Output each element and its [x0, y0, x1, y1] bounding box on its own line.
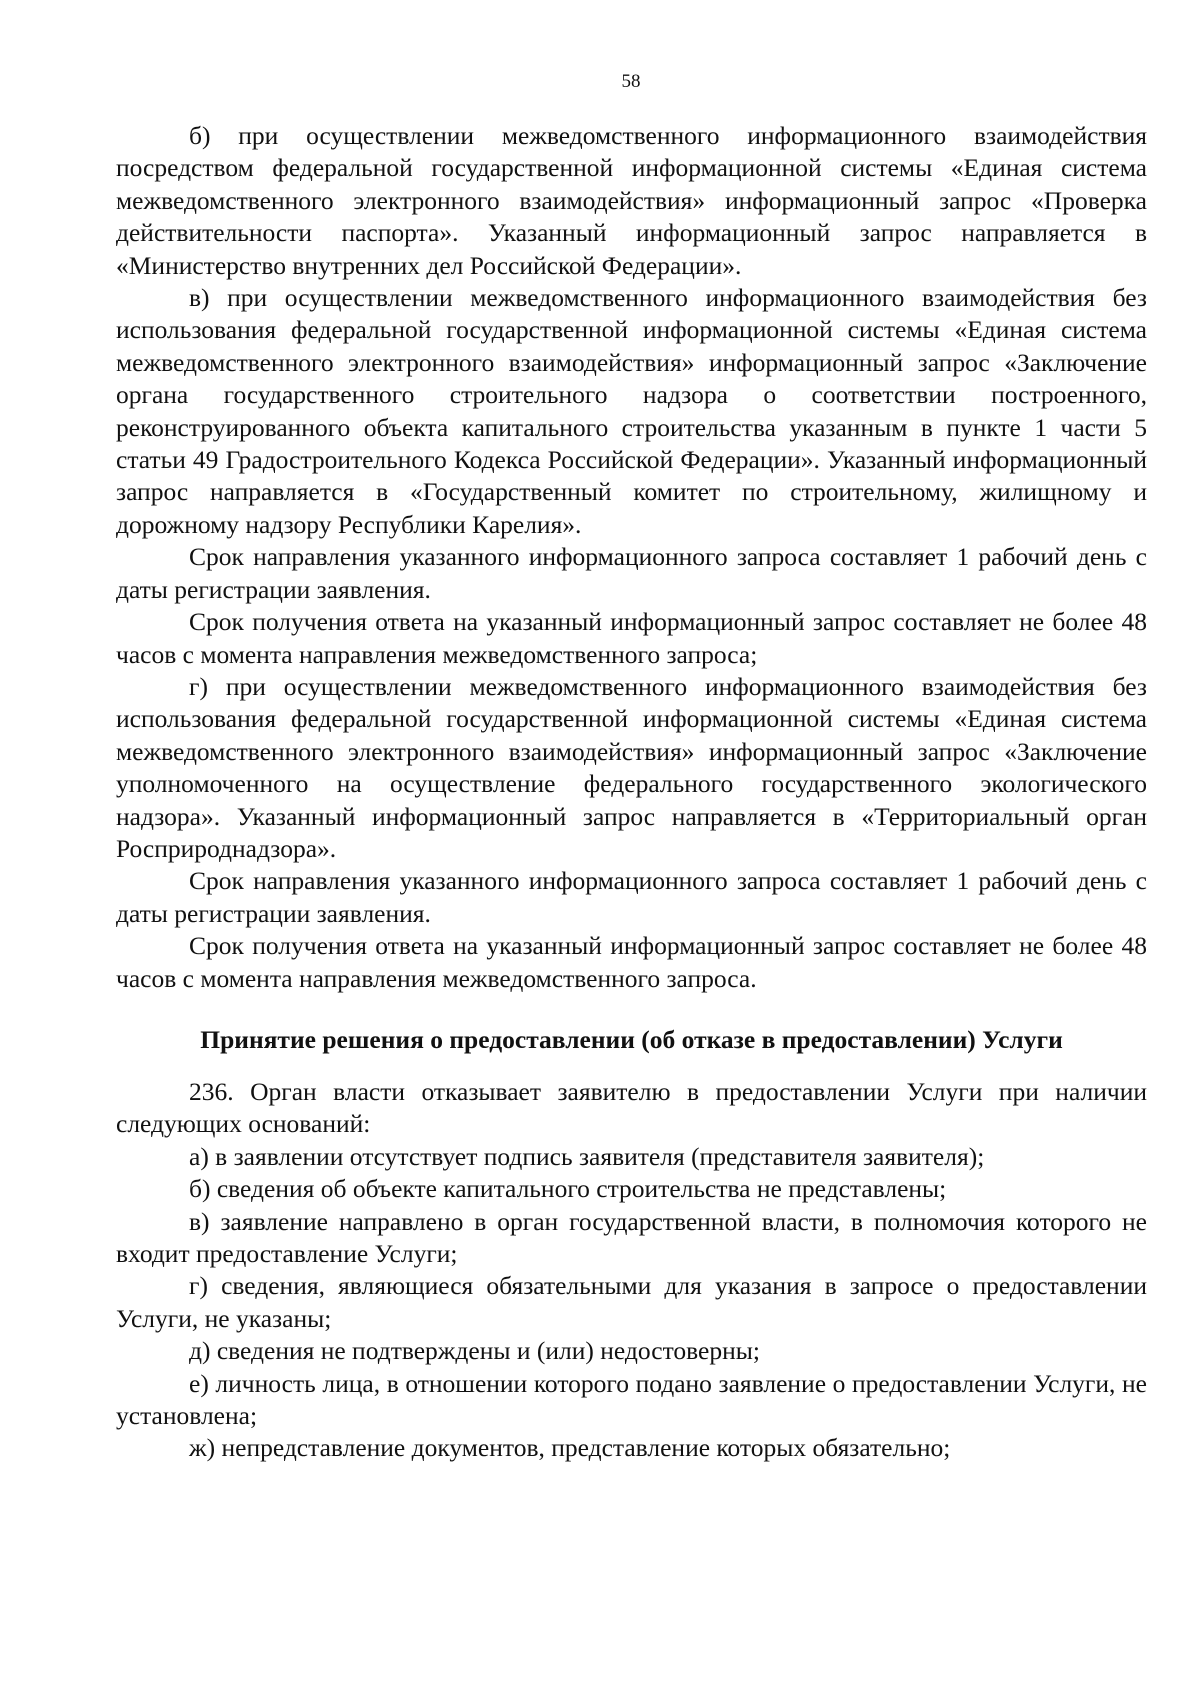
list-item: б) сведения об объекте капитального строительства не представлены;	[189, 1174, 947, 1204]
paragraph: Срок получения ответа на указанный информационный запрос составляет не более 48 часов с момента направления межведомственного запроса;	[116, 607, 1147, 669]
section-heading: Принятие решения о предоставлении (об отказе в предоставлении) Услуги	[200, 1024, 1063, 1054]
paragraph: б) при осуществлении межведомственного информационного взаимодействия посредством федеральной государственной информационной системы «Единая система межведомственного электронного взаимодействия» информационный запрос «Проверка действительности паспорта». Указанный информационный запрос направляется в «Министерство внутренних дел Российской Федерации».	[116, 121, 1147, 280]
list-item: в) заявление направлено в орган государственной власти, в полномочия которого не входит предоставление Услуги;	[116, 1206, 1147, 1268]
paragraph: в) при осуществлении межведомственного информационного взаимодействия без использования федеральной государственной информационной системы «Единая система межведомственного электронного взаимодействия» информационный запрос «Заключение органа государственного строительного надзора о соответствии построенного, реконструированного объекта капитального строительства указанным в пункте 1 части 5 статьи 49 Градостроительного Кодекса Российской Федерации». Указанный информационный запрос направляется в «Государственный комитет по строительному, жилищному и дорожному надзору Республики Карелия».	[116, 283, 1147, 539]
list-item: г) сведения, являющиеся обязательными для указания в запросе о предоставлении Услуги, не указаны;	[116, 1271, 1147, 1333]
document-body	[116, 120, 1147, 1465]
paragraph: 236. Орган власти отказывает заявителю в предоставлении Услуги при наличии следующих оснований:	[116, 1076, 1147, 1139]
paragraph: Срок направления указанного информационного запроса составляет 1 рабочий день с даты регистрации заявления.	[116, 866, 1147, 928]
paragraph: г) при осуществлении межведомственного информационного взаимодействия без использования федеральной государственной информационной системы «Единая система межведомственного электронного взаимодействия» информационный запрос «Заключение уполномоченного на осуществление федерального государственного экологического надзора». Указанный информационный запрос направляется в «Территориальный орган Росприроднадзора».	[116, 671, 1147, 863]
list-item: д) сведения не подтверждены и (или) недостоверны;	[189, 1336, 760, 1366]
list-item: а) в заявлении отсутствует подпись заявителя (представителя заявителя);	[189, 1141, 985, 1171]
paragraph: Срок направления указанного информационного запроса составляет 1 рабочий день с даты регистрации заявления.	[116, 542, 1147, 604]
paragraph: Срок получения ответа на указанный информационный запрос составляет не более 48 часов с момента направления межведомственного запроса.	[116, 931, 1147, 993]
page-number: 58	[621, 71, 641, 92]
list-item: е) личность лица, в отношении которого подано заявление о предоставлении Услуги, не установлена;	[116, 1368, 1147, 1431]
list-item: ж) непредставление документов, представление которых обязательно;	[189, 1433, 951, 1463]
